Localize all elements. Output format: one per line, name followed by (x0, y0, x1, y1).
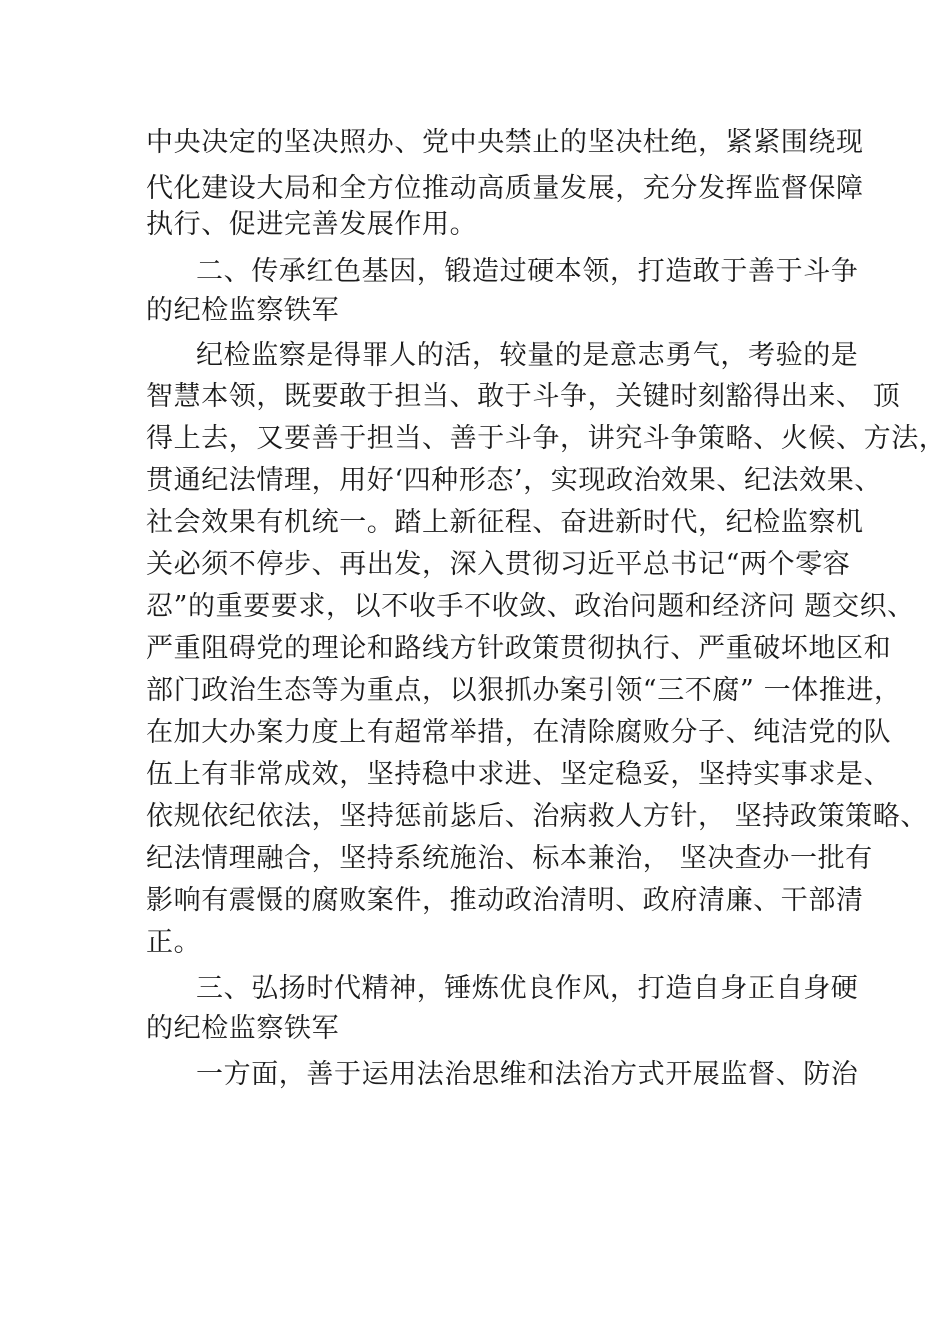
section-heading: 三、弘扬时代精神，锤炼优良作风，打造自身正自身硬 (196, 973, 859, 1004)
text-line: 智慧本领，既要敢于担当、敢于斗争，关键时刻豁得出来、 顶 (146, 381, 901, 412)
text-line: 得上去，又要善于担当、善于斗争，讲究斗争策略、火候、方法， (146, 423, 947, 454)
text-line: 一方面，善于运用法治思维和法治方式开展监督、防治 (196, 1059, 859, 1090)
text-line: 依规依纪依法，坚持惩前毖后、治病救人方针， 坚持政策策略、 (146, 801, 928, 832)
text-line: 伍上有非常成效，坚持稳中求进、坚定稳妥，坚持实事求是、 (146, 759, 892, 790)
text-line: 忍”的重要要求，以不收手不收敛、政治问题和经济问 题交织、 (146, 591, 915, 622)
section-heading: 的纪检监察铁军 (146, 295, 340, 326)
text-line: 中央决定的坚决照办、党中央禁止的坚决杜绝，紧紧围绕现 (146, 127, 864, 158)
text-line: 纪检监察是得罪人的活，较量的是意志勇气，考验的是 (196, 340, 859, 371)
section-heading: 二、传承红色基因，锻造过硬本领，打造敢于善于斗争 (196, 256, 859, 287)
text-line: 影响有震慑的腐败案件，推动政治清明、政府清廉、干部清 (146, 885, 864, 916)
section-heading: 的纪检监察铁军 (146, 1013, 340, 1044)
text-line: 纪法情理融合，坚持系统施治、标本兼治， 坚决查办一批有 (146, 843, 873, 874)
text-line: 贯通纪法情理，用好‘四种形态’，实现政治效果、纪法效果、 (146, 465, 882, 496)
text-line: 在加大办案力度上有超常举措，在清除腐败分子、纯洁党的队 (146, 717, 892, 748)
text-line: 关必须不停步、再出发，深入贯彻习近平总书记“两个零容 (146, 549, 851, 580)
text-line: 正。 (146, 927, 202, 958)
text-line: 代化建设大局和全方位推动高质量发展，充分发挥监督保障 (146, 173, 864, 204)
text-line: 部门政治生态等为重点，以狠抓办案引领“三不腐” 一体推进， (146, 675, 902, 706)
text-line: 严重阻碍党的理论和路线方针政策贯彻执行、严重破坏地区和 (146, 633, 892, 664)
text-line: 执行、促进完善发展作用。 (146, 209, 478, 240)
text-line: 社会效果有机统一。踏上新征程、奋进新时代，纪检监察机 (146, 507, 864, 538)
